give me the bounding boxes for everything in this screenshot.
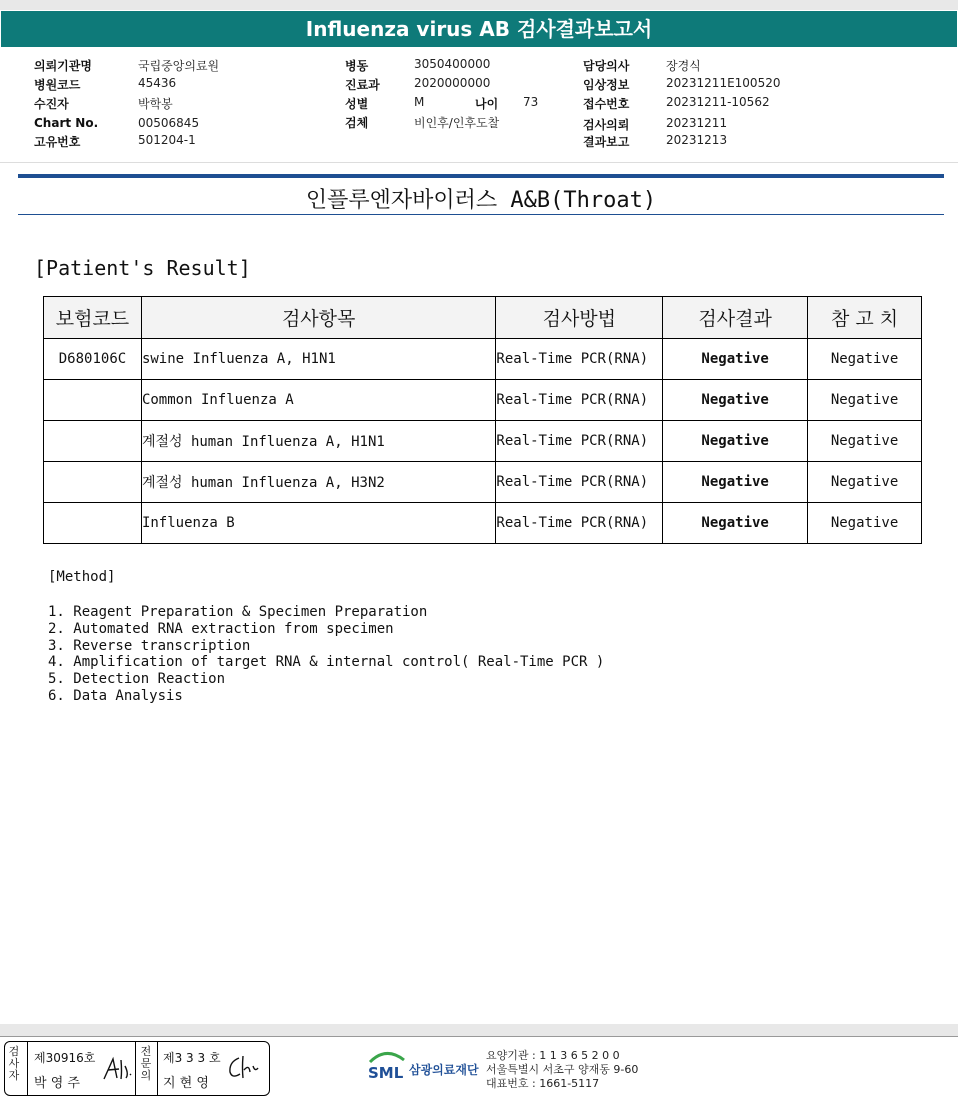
- cell-method: Real-Time PCR(RNA): [496, 462, 663, 503]
- info-value-report-date: 20231213: [666, 133, 728, 147]
- cell-reference: Negative: [808, 503, 922, 544]
- info-value-chart-no: 00506845: [138, 116, 200, 130]
- header-insurance-code: 보험코드: [44, 297, 142, 339]
- cell-result: Negative: [663, 421, 808, 462]
- cell-item: Common Influenza A: [141, 380, 495, 421]
- reviewer-signature: [225, 1052, 261, 1084]
- info-label-report-date: 결과보고: [583, 135, 630, 149]
- table-row: [44, 380, 922, 421]
- cell-reference: Negative: [808, 421, 922, 462]
- tester-label-text: 검사자: [8, 1045, 20, 1082]
- reviewer-label-text: 전문의: [140, 1045, 152, 1082]
- document-title: 인플루엔자바이러스 A&B(Throat): [305, 188, 657, 213]
- section-title: [Patient's Result]: [34, 256, 251, 280]
- footer-band: [0, 1024, 958, 1036]
- info-label-receipt-no: 접수번호: [583, 97, 630, 111]
- tester-name: 박 영 주: [34, 1076, 80, 1091]
- top-band: [0, 0, 958, 10]
- info-label-ward: 병동: [345, 59, 369, 73]
- method-steps: [48, 604, 604, 705]
- title-rule-bottom: [18, 214, 944, 215]
- table-row: [44, 462, 922, 503]
- patient-info: [0, 52, 958, 160]
- address-line: 서울특별시 서초구 양재동 9-60: [486, 1063, 639, 1076]
- header-test-method: 검사방법: [496, 297, 663, 339]
- logo-text: 삼광의료재단: [409, 1063, 479, 1077]
- info-label-sex: 성별: [345, 97, 369, 111]
- cell-method: Real-Time PCR(RNA): [496, 380, 663, 421]
- reviewer-name: 지 현 영: [163, 1076, 209, 1091]
- info-label-hospital-code: 병원코드: [34, 78, 81, 92]
- footer-address: [486, 1049, 638, 1091]
- cell-result: Negative: [663, 339, 808, 380]
- info-label-institution: 의뢰기관명: [34, 59, 92, 73]
- footer-divider: [0, 1036, 958, 1037]
- info-value-department: 2020000000: [414, 76, 491, 90]
- table-header-row: [44, 297, 922, 339]
- info-value-doctor: 장경식: [666, 59, 701, 73]
- info-value-unique-no: 501204-1: [138, 133, 196, 147]
- divider: [157, 1042, 158, 1095]
- report-title: Influenza virus AB 검사결과보고서: [1, 11, 957, 47]
- tester-license-no: 제30916호: [34, 1051, 96, 1065]
- method-step: 3. Reverse transcription: [48, 637, 251, 654]
- cell-method: Real-Time PCR(RNA): [496, 339, 663, 380]
- info-value-receipt-no: 20231211-10562: [666, 95, 770, 109]
- cell-code: [44, 503, 142, 544]
- info-value-ward: 3050400000: [414, 57, 491, 71]
- cell-method: Real-Time PCR(RNA): [496, 421, 663, 462]
- cell-item: 계절성 human Influenza A, H1N1: [141, 421, 495, 462]
- divider: [27, 1042, 28, 1095]
- info-label-chart-no: Chart No.: [34, 116, 99, 130]
- cell-result: Negative: [663, 380, 808, 421]
- header-test-result: 검사결과: [663, 297, 808, 339]
- cell-item: Influenza B: [141, 503, 495, 544]
- method-step: 4. Amplification of target RNA & internal control( Real-Time PCR ): [48, 654, 605, 671]
- reviewer-label: [137, 1042, 155, 1095]
- address-line: 대표번호 : 1661-5117: [486, 1077, 600, 1090]
- cell-method: Real-Time PCR(RNA): [496, 503, 663, 544]
- results-table: [43, 296, 922, 544]
- tester-label: [5, 1042, 23, 1095]
- cell-code: D680106C: [44, 339, 142, 380]
- cell-result: Negative: [663, 503, 808, 544]
- cell-item: 계절성 human Influenza A, H3N2: [141, 462, 495, 503]
- table-row: [44, 339, 922, 380]
- title-rule-top: [18, 174, 944, 178]
- signature-box: [4, 1041, 270, 1096]
- table-row: [44, 421, 922, 462]
- divider: [135, 1042, 136, 1095]
- info-label-age: 나이: [475, 97, 499, 111]
- method-step: 1. Reagent Preparation & Specimen Preparation: [48, 604, 428, 620]
- cell-reference: Negative: [808, 339, 922, 380]
- info-label-request-date: 검사의뢰: [583, 118, 630, 132]
- tester-signature: [101, 1054, 133, 1084]
- info-label-patient: 수진자: [34, 97, 69, 111]
- cell-code: [44, 462, 142, 503]
- info-value-patient: 박학봉: [138, 97, 173, 111]
- cell-code: [44, 380, 142, 421]
- cell-item: swine Influenza A, H1N1: [141, 339, 495, 380]
- reviewer-license-no: 제3 3 3 호: [163, 1051, 221, 1065]
- info-label-specimen: 검체: [345, 116, 369, 130]
- info-value-specimen: 비인후/인후도찰: [414, 116, 500, 130]
- header-test-item: 검사항목: [141, 297, 495, 339]
- info-value-clinical: 20231211E100520: [666, 76, 781, 90]
- info-value-institution: 국립중앙의료원: [138, 59, 220, 73]
- info-value-sex: M: [414, 95, 425, 109]
- address-line: 요양기관 : 1 1 3 6 5 2 0 0: [486, 1049, 620, 1062]
- info-label-clinical: 임상정보: [583, 78, 630, 92]
- cell-result: Negative: [663, 462, 808, 503]
- info-value-request-date: 20231211: [666, 116, 728, 130]
- method-step: 5. Detection Reaction: [48, 671, 226, 688]
- info-label-doctor: 담당의사: [583, 59, 630, 73]
- logo-mark: SML: [368, 1064, 404, 1082]
- header-reference: 참 고 치: [808, 297, 922, 339]
- header-divider: [0, 162, 958, 163]
- method-title: [Method]: [48, 569, 116, 585]
- method-step: 6. Data Analysis: [48, 687, 183, 704]
- info-label-department: 진료과: [345, 78, 380, 92]
- cell-code: [44, 421, 142, 462]
- info-value-hospital-code: 45436: [138, 76, 177, 90]
- sml-logo-icon: [366, 1048, 408, 1088]
- table-row: [44, 503, 922, 544]
- info-label-unique-no: 고유번호: [34, 135, 81, 149]
- method-step: 2. Automated RNA extraction from specimen: [48, 620, 394, 637]
- cell-reference: Negative: [808, 380, 922, 421]
- cell-reference: Negative: [808, 462, 922, 503]
- info-value-age: 73: [523, 95, 539, 109]
